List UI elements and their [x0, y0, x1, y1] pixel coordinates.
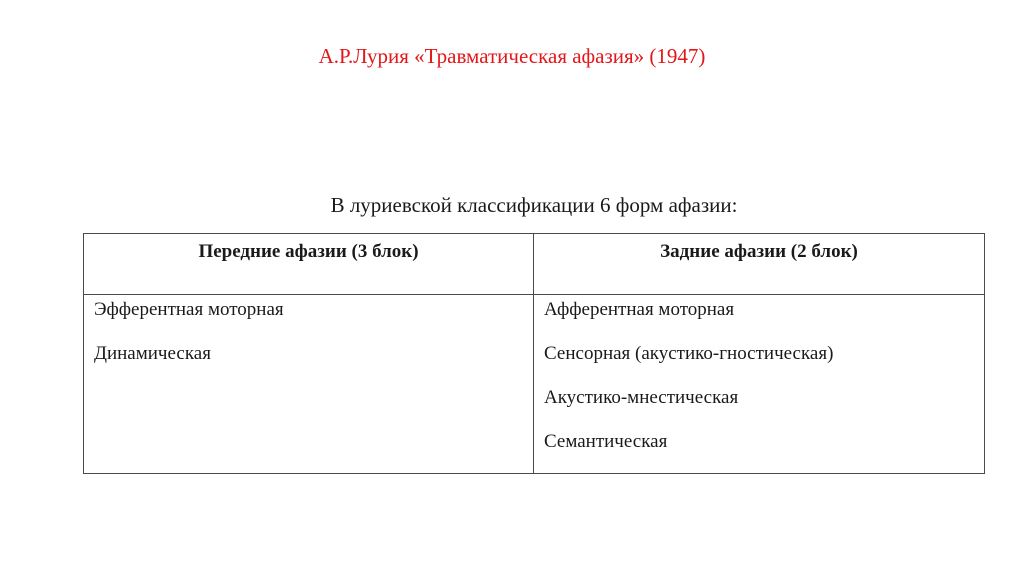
list-item: Сенсорная (акустико-гностическая)	[544, 343, 834, 364]
list-item: Семантическая	[544, 431, 668, 452]
table-header-row	[84, 234, 985, 295]
posterior-aphasias-cell	[534, 295, 985, 474]
anterior-aphasias-cell	[84, 295, 534, 474]
table-caption: В луриевской классификации 6 форм афазии:	[330, 193, 738, 217]
posterior-aphasias-list	[544, 295, 974, 473]
slide-title: А.Р.Лурия «Травматическая афазия» (1947)	[318, 44, 706, 68]
list-item: Эфферентная моторная	[94, 299, 284, 320]
column-header-posterior: Задние афазии (2 блок)	[534, 234, 985, 295]
aphasia-classification-table	[83, 233, 985, 474]
table-row	[84, 295, 985, 474]
list-item: Динамическая	[94, 343, 211, 364]
list-item: Афферентная моторная	[544, 299, 735, 320]
anterior-aphasias-list	[94, 295, 523, 385]
column-header-anterior: Передние афазии (3 блок)	[84, 234, 534, 295]
list-item: Акустико-мнестическая	[544, 387, 739, 408]
